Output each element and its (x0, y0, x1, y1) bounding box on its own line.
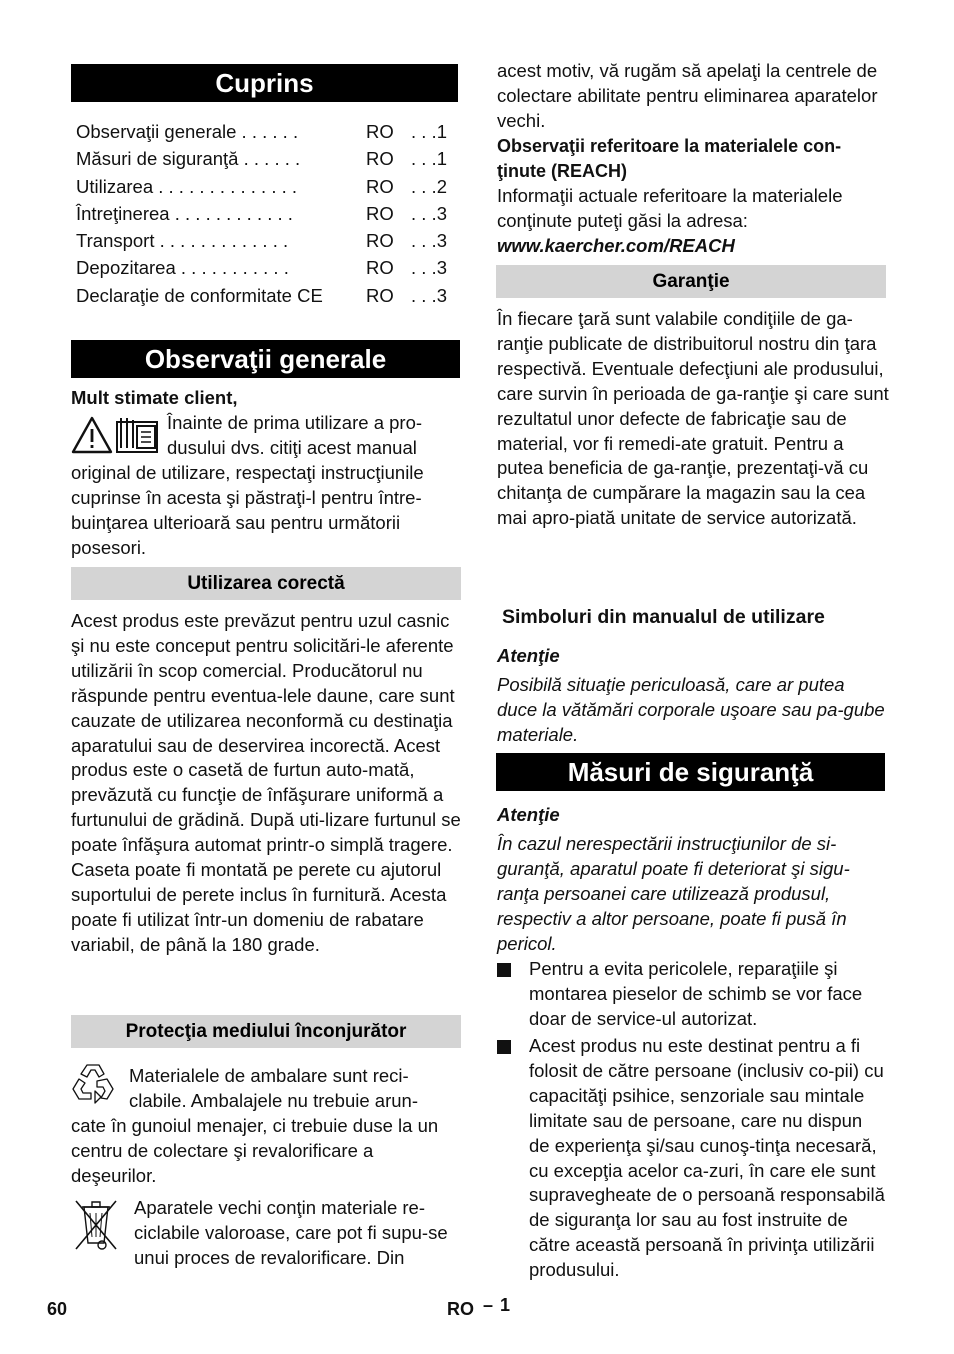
general-title: Observaţii generale (144, 344, 387, 374)
toc-entry-code: RO (366, 285, 394, 306)
toc-row[interactable] (76, 145, 456, 172)
toc-entry-title: Observaţii generale . . . . . . (76, 121, 299, 142)
proper-use-heading (71, 567, 461, 600)
recycle-line-1: Materialele de ambalare sunt reci- (129, 1065, 409, 1086)
toc-entry-page: . . .3 (411, 257, 447, 278)
safety-caution-text: În cazul nerespectării instrucţiunilor de si-guranţă, aparatul poate fi deteriorat şi sigu-ranţa persoanei care utilizează produsul, respectiv a altor persoane, poate fi pusă în pericol. (497, 833, 850, 954)
toc-row[interactable] (76, 200, 456, 227)
intro-line-2: dusului dvs. citiţi acest manual (167, 437, 417, 458)
warranty-text: În fiecare ţară sunt valabile condiţiile de ga-ranţie publicate de distribuitorul nostru din ţara respectivă. Eventuale defecţiuni ale produsului, care survin în perioada de ga-ranţie şi care sunt rezultatul unor defecte de fabricaţie sau de material, vor fi remedi-ate gratuit. Pentru a putea beneficia de ga-ranţie, prezentaţi-vă cu chitanţa de cumpărare la magazin sau la cea mai apro-piată unitate de service autorizată. (497, 308, 889, 529)
toc-entry-title: Întreţinerea . . . . . . . . . . . . (76, 203, 293, 224)
toc-row[interactable] (76, 118, 456, 145)
toc-entry-title: Depozitarea . . . . . . . . . . . (76, 257, 289, 278)
toc-title: Cuprins (215, 68, 314, 98)
toc-entry-code: RO (366, 148, 394, 169)
toc-row[interactable] (76, 254, 456, 281)
environment-title: Protecţia mediului înconjurător (125, 1021, 407, 1042)
recycle-line-2: clabile. Ambalajele nu trebuie arun- (129, 1090, 418, 1111)
toc-entry-page: . . .1 (411, 121, 447, 142)
symbols-title: Simboluri din manualul de utilizare (502, 606, 825, 628)
toc-entry-title: Utilizarea . . . . . . . . . . . . . . (76, 176, 298, 197)
footer-section: RO (447, 1299, 474, 1319)
warning-manual-icons (71, 414, 161, 456)
intro-text: original de utilizare, respectaţi instrucţiunile cuprinse în acesta şi păstraţi-l pentru între-buinţarea ulterioară sau pentru următorii posesori. (71, 462, 424, 558)
toc-row[interactable] (76, 282, 456, 309)
safety-bullet-2: Acest produs nu este destinat pentru a fi folosit de către persoane (inclusiv co-pii) cu capacităţi psihice, senzoriale sau mintale limitate sau de persoane, care nu dispun de experienţa şi/sau cunoş-tinţa necesară, cu excepţia acelor ca-zuri, în care ele sunt supravegheate de o persoană responsabilă de siguranţa lor sau au fost instruite de către această persoană în privinţa utilizării produsului. (529, 1035, 885, 1281)
safety-bullet-1: Pentru a evita pericolele, reparaţiile şi montarea pieselor de schimb se vor face doar de service-ul autorizat. (529, 958, 863, 1029)
toc-entry-code: RO (366, 257, 394, 278)
toc-entry-title: Transport . . . . . . . . . . . . . (76, 230, 289, 251)
toc-entry-page: . . .3 (411, 203, 447, 224)
recycle-icon (71, 1061, 115, 1105)
toc-entry-code: RO (366, 230, 394, 251)
crossed-out-bin-icon (72, 1197, 120, 1253)
page-number: 60 (47, 1299, 68, 1319)
proper-use-title: Utilizarea corectă (187, 573, 345, 594)
toc-row[interactable] (76, 173, 456, 200)
safety-title: Măsuri de siguranţă (567, 757, 814, 787)
safety-caution-label: Atenţie (497, 804, 560, 825)
warning-triangle-icon (73, 418, 111, 452)
proper-use-text: Acest produs este prevăzut pentru uzul casnic şi nu este conceput pentru solicitări-le aferente utilizării în scop comercial. Producătorul nu răspunde pentru eventua-lele daune, care sunt cauzate de utilizarea neconformă cu destinaţia aparatului sau de deservirea incorectă. Acest produs este o casetă de furtun auto-mată, prevăzută cu funcţie de înfăşurare uniformă a furtunului de grădină. După uti-lizare furtunul se poate înfăşura automat printr-o simplă tragere. Caseta poate fi montată pe perete cu ajutorul suportului de perete inclus în furnitură. Acesta poate fi utilizat într-un domeniu de rabatare variabil, de până la 180 grade. (71, 610, 461, 955)
toc-entry-code: RO (366, 203, 394, 224)
footer-dash: – (483, 1295, 494, 1315)
recycle-text: cate în gunoiul menajer, ci trebuie duse la un centru de colectare şi revalorificare a deşeurilor. (71, 1115, 439, 1186)
warranty-heading (496, 265, 886, 298)
reach-title: Observaţii referitoare la materialele con-ţinute (REACH) (497, 136, 842, 181)
environment-continued: acest motiv, vă rugăm să apelaţi la centrele de colectare abilitate pentru eliminarea aparatelor vechi. (497, 60, 878, 131)
symbols-caution-text: Posibilă situaţie periculoasă, care ar putea duce la vătămări corporale uşoare sau pa-gube materiale. (497, 674, 885, 745)
reach-link[interactable]: www.kaercher.com/REACH (497, 235, 735, 256)
intro-line-1: Înainte de prima utilizare a pro- (167, 412, 423, 433)
reach-text: Informaţii actuale referitoare la materialele conţinute puteţi găsi la adresa: (497, 185, 843, 231)
footer-section-page: 1 (500, 1295, 511, 1315)
toc-entry-code: RO (366, 121, 394, 142)
toc-entry-page: . . .2 (411, 176, 447, 197)
environment-heading (71, 1015, 461, 1048)
toc-entry-page: . . .3 (411, 230, 447, 251)
warranty-title: Garanţie (652, 271, 730, 292)
toc-entry-page: . . .3 (411, 285, 447, 306)
safety-heading (496, 753, 885, 791)
toc-entry-title: Măsuri de siguranţă . . . . . . (76, 148, 301, 169)
toc-entry-page: . . .1 (411, 148, 447, 169)
greeting: Mult stimate client, (71, 387, 238, 408)
toc-entry-code: RO (366, 176, 394, 197)
symbols-caution-label: Atenţie (497, 645, 560, 666)
toc-row[interactable] (76, 227, 456, 254)
toc-heading (71, 64, 458, 102)
weee-text: Aparatele vechi conţin materiale re-ciclabile valoroase, care pot fi supu-se unui proces de revalorificare. Din (134, 1197, 448, 1268)
general-heading (71, 340, 460, 378)
bullet-icon (497, 1040, 511, 1054)
toc-entry-title: Declaraţie de conformitate CE (76, 285, 323, 306)
bullet-icon (497, 963, 511, 977)
manual-book-icon (117, 418, 157, 452)
